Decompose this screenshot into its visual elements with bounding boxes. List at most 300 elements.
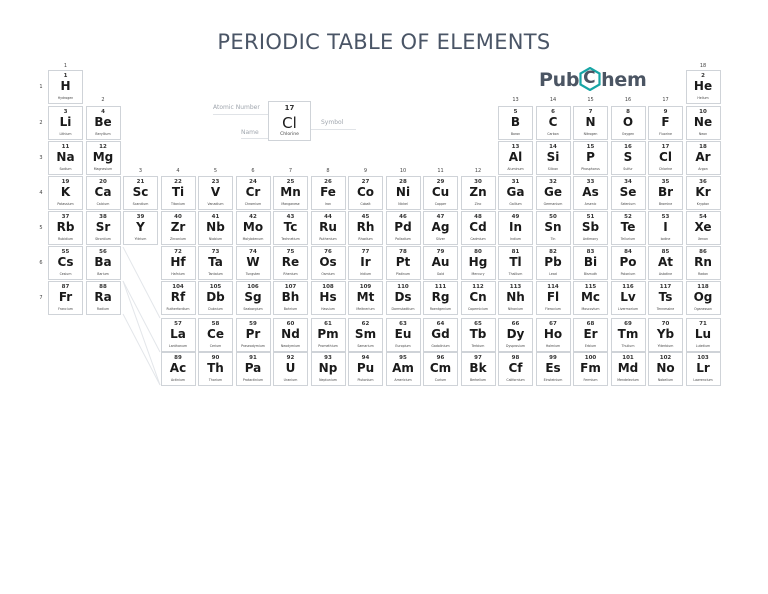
element-symbol: H	[60, 79, 71, 93]
element-cell-h[interactable]	[48, 70, 83, 104]
element-cell-kr[interactable]	[686, 176, 721, 210]
element-cell-nh[interactable]	[498, 281, 533, 315]
element-symbol: Ce	[207, 327, 224, 341]
element-cell-cl[interactable]	[648, 141, 683, 175]
element-cell-mo[interactable]	[236, 211, 271, 245]
group-label-17: 17	[662, 97, 669, 103]
element-number: 76	[324, 249, 332, 255]
element-name: Roentgenium	[429, 307, 452, 311]
element-cell-ac[interactable]	[161, 352, 196, 386]
element-cell-as[interactable]	[573, 176, 608, 210]
element-cell-tm[interactable]	[611, 318, 646, 352]
element-name: Sodium	[59, 167, 72, 171]
element-cell-cn[interactable]	[461, 281, 496, 315]
element-symbol: Ac	[169, 361, 187, 375]
element-cell-fe[interactable]	[311, 176, 346, 210]
element-cell-rn[interactable]	[686, 246, 721, 280]
element-name: Thorium	[208, 378, 223, 382]
element-cell-sg[interactable]	[236, 281, 271, 315]
element-cell-og[interactable]	[686, 281, 721, 315]
element-cell-s[interactable]	[611, 141, 646, 175]
element-symbol: Sm	[354, 327, 377, 341]
element-cell-po[interactable]	[611, 246, 646, 280]
element-cell-be[interactable]	[86, 106, 121, 140]
element-cell-f[interactable]	[648, 106, 683, 140]
element-cell-ag[interactable]	[423, 211, 458, 245]
element-number: 88	[99, 284, 107, 290]
element-symbol: P	[586, 150, 595, 164]
element-cell-ta[interactable]	[198, 246, 233, 280]
element-cell-se[interactable]	[611, 176, 646, 210]
element-cell-am[interactable]	[386, 352, 421, 386]
element-name: Tin	[550, 237, 556, 241]
element-number: 25	[286, 179, 295, 185]
element-number: 10	[699, 109, 707, 115]
element-name: Rubidium	[57, 237, 74, 241]
element-cell-ts[interactable]	[648, 281, 683, 315]
element-name: Flerovium	[545, 307, 561, 311]
element-number: 112	[472, 284, 484, 290]
element-symbol: Ta	[208, 255, 223, 269]
element-symbol: Rf	[170, 290, 186, 304]
element-name: Nihonium	[507, 307, 524, 311]
element-name: Ruthenium	[319, 237, 337, 241]
element-cell-ce[interactable]	[198, 318, 233, 352]
element-cell-pb[interactable]	[536, 246, 571, 280]
element-symbol: Ho	[543, 327, 563, 341]
element-name: Tungsten	[245, 272, 261, 276]
element-number: 27	[361, 179, 370, 185]
element-name: Xenon	[698, 237, 708, 241]
element-name: Hydrogen	[57, 96, 74, 100]
element-cell-hg[interactable]	[461, 246, 496, 280]
element-cell-lu[interactable]	[686, 318, 721, 352]
element-name: Lawrencium	[693, 378, 713, 382]
element-symbol: Re	[281, 255, 300, 269]
element-number: 87	[61, 284, 70, 290]
element-number: 78	[399, 249, 407, 255]
element-name: Promethium	[318, 344, 338, 348]
element-number: 1	[63, 73, 68, 79]
element-symbol: Md	[617, 361, 639, 375]
element-cell-cf[interactable]	[498, 352, 533, 386]
element-cell-rb[interactable]	[48, 211, 83, 245]
element-cell-ne[interactable]	[686, 106, 721, 140]
element-symbol: Xe	[694, 220, 712, 234]
element-cell-mt[interactable]	[348, 281, 383, 315]
element-name: Hassium	[321, 307, 335, 311]
element-cell-rh[interactable]	[348, 211, 383, 245]
element-number: 9	[663, 109, 668, 115]
element-cell-ir[interactable]	[348, 246, 383, 280]
element-symbol: Sg	[244, 290, 262, 304]
group-label-14: 14	[549, 97, 557, 103]
element-cell-mg[interactable]	[86, 141, 121, 175]
element-number: 22	[174, 179, 182, 185]
element-symbol: Ge	[544, 185, 562, 199]
element-cell-k[interactable]	[48, 176, 83, 210]
element-cell-sb[interactable]	[573, 211, 608, 245]
element-cell-fr[interactable]	[48, 281, 83, 315]
element-name: Darmstadtium	[391, 307, 415, 311]
element-cell-bi[interactable]	[573, 246, 608, 280]
element-symbol: B	[510, 115, 521, 129]
element-name: Iridium	[359, 272, 372, 276]
element-symbol: La	[170, 327, 186, 341]
element-cell-pd[interactable]	[386, 211, 421, 245]
element-number: 73	[211, 249, 220, 255]
element-cell-pr[interactable]	[236, 318, 271, 352]
element-name: Calcium	[96, 202, 110, 206]
element-number: 69	[624, 321, 632, 327]
element-name: Argon	[698, 167, 708, 171]
element-symbol: Mg	[92, 150, 114, 164]
element-number: 80	[474, 249, 482, 255]
element-name: Ytterbium	[657, 344, 674, 348]
element-cell-pu[interactable]	[348, 352, 383, 386]
element-symbol: O	[622, 115, 634, 129]
element-number: 103	[697, 355, 709, 361]
element-cell-tc[interactable]	[273, 211, 308, 245]
element-cell-hs[interactable]	[311, 281, 346, 315]
group-label-15: 15	[587, 97, 594, 103]
element-number: 43	[286, 214, 295, 220]
element-symbol: Ba	[94, 255, 112, 269]
element-name: Einsteinium	[543, 378, 563, 382]
element-cell-ds[interactable]	[386, 281, 421, 315]
element-name: Phosphorus	[581, 167, 600, 171]
period-label-2: 2	[39, 120, 43, 126]
element-cell-fl[interactable]	[536, 281, 571, 315]
element-number: 83	[586, 249, 595, 255]
group-label-6: 6	[251, 168, 255, 174]
element-cell-ca[interactable]	[86, 176, 121, 210]
element-symbol: Li	[59, 115, 72, 129]
element-cell-tb[interactable]	[461, 318, 496, 352]
element-symbol: Rg	[431, 290, 450, 304]
element-name: Technetium	[281, 237, 300, 241]
element-cell-in[interactable]	[498, 211, 533, 245]
element-cell-b[interactable]	[498, 106, 533, 140]
element-symbol: Cd	[469, 220, 487, 234]
element-number: 74	[249, 249, 257, 255]
element-number: 19	[61, 179, 70, 185]
element-cell-xe[interactable]	[686, 211, 721, 245]
element-cell-np[interactable]	[311, 352, 346, 386]
element-number: 109	[359, 284, 372, 290]
element-name: Sulfur	[623, 167, 633, 171]
element-number: 39	[136, 214, 145, 220]
element-number: 70	[661, 321, 670, 327]
element-cell-ru[interactable]	[311, 211, 346, 245]
element-name: Nickel	[398, 202, 408, 206]
group-label-4: 4	[176, 168, 180, 174]
element-name: Yttrium	[134, 237, 147, 241]
element-cell-os[interactable]	[311, 246, 346, 280]
element-symbol: Ds	[394, 290, 412, 304]
element-number: 55	[61, 249, 70, 255]
element-number: 48	[474, 214, 482, 220]
element-number: 97	[474, 355, 482, 361]
element-cell-n[interactable]	[573, 106, 608, 140]
element-number: 23	[211, 179, 220, 185]
legend-element-cell	[268, 101, 311, 141]
element-symbol: Bh	[281, 290, 300, 304]
pubchem-logo[interactable]	[539, 67, 646, 91]
element-cell-pt[interactable]	[386, 246, 421, 280]
element-cell-rf[interactable]	[161, 281, 196, 315]
element-symbol: Nh	[506, 290, 525, 304]
element-name: Arsenic	[584, 202, 597, 206]
element-name: Tellurium	[620, 237, 636, 241]
element-symbol: Ga	[506, 185, 525, 199]
element-number: 62	[361, 321, 370, 327]
element-symbol: Mo	[242, 220, 264, 234]
element-name: Cesium	[59, 272, 72, 276]
element-symbol: Au	[431, 255, 450, 269]
element-cell-ti[interactable]	[161, 176, 196, 210]
element-symbol: Tm	[617, 327, 639, 341]
element-cell-rg[interactable]	[423, 281, 458, 315]
element-symbol: Fl	[546, 290, 560, 304]
element-cell-cd[interactable]	[461, 211, 496, 245]
element-symbol: Cs	[57, 255, 74, 269]
element-name: Oganesson	[694, 307, 712, 311]
element-cell-nb[interactable]	[198, 211, 233, 245]
element-cell-db[interactable]	[198, 281, 233, 315]
element-symbol: Be	[94, 115, 112, 129]
element-name: Holmium	[545, 344, 561, 348]
element-number: 114	[547, 284, 559, 290]
element-number: 4	[101, 109, 105, 115]
element-cell-ga[interactable]	[498, 176, 533, 210]
element-number: 65	[474, 321, 482, 327]
element-cell-pa[interactable]	[236, 352, 271, 386]
element-symbol: Hf	[170, 255, 186, 269]
element-name: Aluminum	[507, 167, 524, 171]
element-cell-gd[interactable]	[423, 318, 458, 352]
element-cell-hf[interactable]	[161, 246, 196, 280]
element-number: 118	[697, 284, 709, 290]
group-label-7: 7	[288, 168, 293, 174]
element-cell-yb[interactable]	[648, 318, 683, 352]
element-cell-cu[interactable]	[423, 176, 458, 210]
group-label-3: 3	[138, 168, 143, 174]
element-cell-er[interactable]	[573, 318, 608, 352]
legend-symbol-label: Symbol	[321, 119, 344, 126]
element-name: Germanium	[543, 202, 563, 206]
element-name: Fermium	[583, 378, 598, 382]
element-cell-re[interactable]	[273, 246, 308, 280]
element-cell-cm[interactable]	[423, 352, 458, 386]
element-symbol: Rn	[694, 255, 712, 269]
element-cell-cr[interactable]	[236, 176, 271, 210]
element-number: 72	[174, 249, 182, 255]
element-name: Rhenium	[283, 272, 298, 276]
element-cell-bk[interactable]	[461, 352, 496, 386]
element-cell-zn[interactable]	[461, 176, 496, 210]
element-cell-fm[interactable]	[573, 352, 608, 386]
legend-atomic-number: 17	[284, 104, 295, 112]
element-name: Radon	[697, 272, 709, 276]
logo-text-right: hem	[601, 69, 647, 91]
element-name: Meitnerium	[356, 307, 375, 311]
element-cell-br[interactable]	[648, 176, 683, 210]
element-cell-md[interactable]	[611, 352, 646, 386]
element-number: 84	[624, 249, 632, 255]
element-name: Platinum	[395, 272, 411, 276]
element-cell-sn[interactable]	[536, 211, 571, 245]
element-symbol: Gd	[431, 327, 450, 341]
element-number: 3	[63, 109, 68, 115]
element-cell-lr[interactable]	[686, 352, 721, 386]
element-cell-zr[interactable]	[161, 211, 196, 245]
element-cell-y[interactable]	[123, 211, 158, 245]
element-symbol: I	[663, 220, 668, 234]
element-number: 51	[586, 214, 595, 220]
element-cell-li[interactable]	[48, 106, 83, 140]
element-cell-at[interactable]	[648, 246, 683, 280]
element-number: 92	[286, 355, 295, 361]
element-name: Francium	[58, 307, 73, 311]
element-cell-pm[interactable]	[311, 318, 346, 352]
element-name: Cerium	[209, 344, 222, 348]
element-symbol: F	[661, 115, 670, 129]
element-cell-u[interactable]	[273, 352, 308, 386]
element-cell-nd[interactable]	[273, 318, 308, 352]
element-cell-ba[interactable]	[86, 246, 121, 280]
element-name: Palladium	[395, 237, 411, 241]
element-cell-ge[interactable]	[536, 176, 571, 210]
element-number: 7	[588, 109, 593, 115]
element-number: 96	[436, 355, 445, 361]
element-cell-mn[interactable]	[273, 176, 308, 210]
element-cell-co[interactable]	[348, 176, 383, 210]
element-name: Osmium	[321, 272, 335, 276]
element-symbol: Ts	[658, 290, 673, 304]
element-name: Neodymium	[280, 344, 301, 348]
logo-hexagon-icon	[579, 67, 601, 91]
element-number: 46	[399, 214, 407, 220]
element-cell-es[interactable]	[536, 352, 571, 386]
element-symbol: Ca	[94, 185, 112, 199]
element-symbol: Mc	[580, 290, 601, 304]
element-number: 28	[399, 179, 407, 185]
element-cell-c[interactable]	[536, 106, 571, 140]
element-cell-th[interactable]	[198, 352, 233, 386]
element-cell-na[interactable]	[48, 141, 83, 175]
element-name: Erbium	[584, 344, 597, 348]
group-label-1: 1	[63, 63, 68, 69]
element-number: 108	[322, 284, 334, 290]
element-symbol: Se	[619, 185, 637, 199]
element-symbol: Np	[318, 361, 338, 375]
element-number: 41	[211, 214, 220, 220]
element-number: 58	[211, 321, 220, 327]
element-cell-mc[interactable]	[573, 281, 608, 315]
element-cell-si[interactable]	[536, 141, 571, 175]
element-cell-v[interactable]	[198, 176, 233, 210]
element-name: Chlorine	[658, 167, 673, 171]
element-cell-la[interactable]	[161, 318, 196, 352]
element-number: 113	[509, 284, 522, 290]
element-cell-ar[interactable]	[686, 141, 721, 175]
element-cell-cs[interactable]	[48, 246, 83, 280]
element-name: Samarium	[357, 344, 374, 348]
element-symbol: Cl	[659, 150, 672, 164]
element-number: 5	[513, 109, 518, 115]
element-number: 18	[699, 144, 707, 150]
element-cell-au[interactable]	[423, 246, 458, 280]
period-label-7: 7	[39, 295, 43, 301]
element-cell-he[interactable]	[686, 70, 721, 104]
element-cell-ni[interactable]	[386, 176, 421, 210]
element-number: 75	[286, 249, 295, 255]
element-name: Oxygen	[621, 132, 635, 136]
element-name: Rutherfordium	[166, 307, 190, 311]
element-symbol: Mt	[356, 290, 375, 304]
element-number: 8	[626, 109, 630, 115]
element-cell-ho[interactable]	[536, 318, 571, 352]
element-cell-sc[interactable]	[123, 176, 158, 210]
element-symbol: Pm	[317, 327, 339, 341]
element-number: 86	[699, 249, 707, 255]
element-cell-o[interactable]	[611, 106, 646, 140]
element-cell-te[interactable]	[611, 211, 646, 245]
element-symbol: Og	[693, 290, 713, 304]
element-cell-w[interactable]	[236, 246, 271, 280]
element-cell-i[interactable]	[648, 211, 683, 245]
element-cell-no[interactable]	[648, 352, 683, 386]
element-cell-p[interactable]	[573, 141, 608, 175]
element-number: 40	[174, 214, 182, 220]
element-symbol: Pd	[394, 220, 412, 234]
element-symbol: Ti	[171, 185, 185, 199]
element-symbol: Pt	[395, 255, 411, 269]
element-number: 105	[209, 284, 222, 290]
element-cell-sm[interactable]	[348, 318, 383, 352]
element-symbol: Mn	[280, 185, 301, 199]
element-cell-sr[interactable]	[86, 211, 121, 245]
legend-line-name	[241, 138, 268, 139]
element-symbol: Th	[207, 361, 224, 375]
element-cell-dy[interactable]	[498, 318, 533, 352]
element-number: 30	[474, 179, 482, 185]
legend-atomic-number-label: Atomic Number	[213, 104, 260, 111]
element-name: Curium	[434, 378, 447, 382]
legend-element-name: Chlorine	[280, 132, 299, 137]
period-label-5: 5	[39, 225, 43, 231]
element-cell-lv[interactable]	[611, 281, 646, 315]
element-symbol: Co	[356, 185, 375, 199]
element-cell-tl[interactable]	[498, 246, 533, 280]
element-symbol: Bk	[469, 361, 487, 375]
element-name: Gadolinium	[431, 344, 450, 348]
element-name: Rhodium	[358, 237, 373, 241]
element-name: Lithium	[59, 132, 72, 136]
element-name: Bismuth	[583, 272, 598, 276]
element-cell-bh[interactable]	[273, 281, 308, 315]
element-symbol: Ag	[431, 220, 450, 234]
element-symbol: Tl	[509, 255, 522, 269]
element-cell-eu[interactable]	[386, 318, 421, 352]
element-number: 99	[549, 355, 557, 361]
element-number: 31	[511, 179, 520, 185]
element-cell-ra[interactable]	[86, 281, 121, 315]
element-number: 94	[361, 355, 370, 361]
element-cell-al[interactable]	[498, 141, 533, 175]
element-number: 44	[324, 214, 332, 220]
